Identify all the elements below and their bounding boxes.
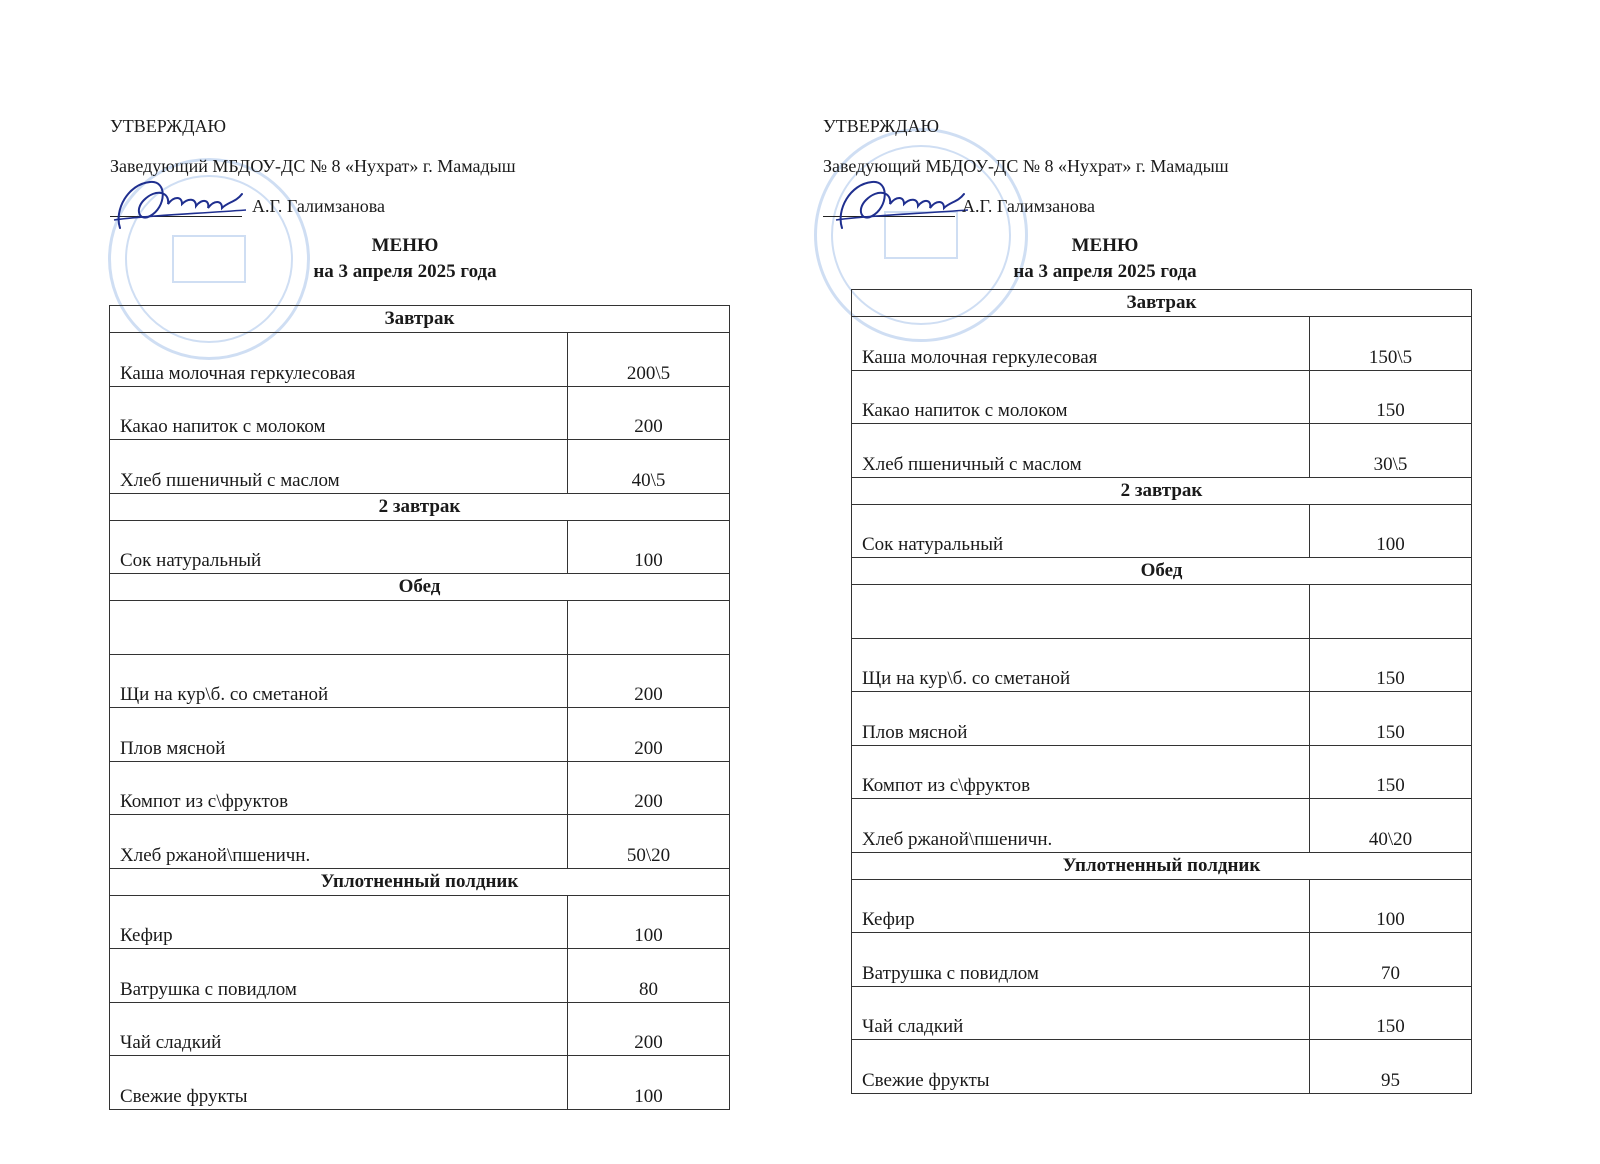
approve-heading: УТВЕРЖДАЮ (110, 116, 227, 136)
portion-weight: 200\5 (568, 333, 730, 387)
section-header-row (852, 290, 1472, 317)
dish-name: Хлеб ржаной\пшеничн. (110, 815, 568, 869)
table-row (110, 440, 730, 494)
dish-name: Компот из с\фруктов (852, 745, 1310, 799)
section-title: Завтрак (110, 306, 730, 333)
table-row (110, 1056, 730, 1110)
portion-weight: 100 (568, 1056, 730, 1110)
portion-weight: 150 (1310, 986, 1472, 1040)
dish-name: Хлеб пшеничный с маслом (110, 440, 568, 494)
dish-name: Хлеб ржаной\пшеничн. (852, 799, 1310, 853)
portion-weight: 150 (1310, 638, 1472, 692)
dish-name: Свежие фрукты (110, 1056, 568, 1110)
menu-title: МЕНЮ (371, 235, 439, 256)
dish-name: Чай сладкий (852, 986, 1310, 1040)
section-header-row (110, 868, 730, 895)
table-row (852, 986, 1472, 1040)
portion-weight: 150 (1310, 370, 1472, 424)
menu-table (109, 305, 730, 1110)
portion-weight: 200 (568, 654, 730, 708)
dish-name: Щи на кур\б. со сметаной (110, 654, 568, 708)
dish-name: Чай сладкий (110, 1002, 568, 1056)
section-title: 2 завтрак (110, 493, 730, 520)
section-title: 2 завтрак (852, 477, 1472, 504)
dish-name: Хлеб пшеничный с маслом (852, 424, 1310, 478)
table-row (852, 692, 1472, 746)
table-row (852, 1040, 1472, 1094)
table-row (852, 879, 1472, 933)
dish-name: Какао напиток с молоком (110, 386, 568, 440)
dish-name: Каша молочная геркулесовая (110, 333, 568, 387)
portion-weight: 100 (1310, 879, 1472, 933)
signer-name: А.Г. Галимзанова (962, 196, 1095, 216)
signer-name: А.Г. Галимзанова (252, 196, 385, 216)
table-row (110, 601, 730, 655)
table-row (852, 585, 1472, 639)
section-header-row (852, 852, 1472, 879)
dish-name: Щи на кур\б. со сметаной (852, 638, 1310, 692)
portion-weight: 100 (568, 520, 730, 574)
table-row (110, 386, 730, 440)
dish-name: Ватрушка с повидлом (852, 933, 1310, 987)
portion-weight: 100 (568, 895, 730, 949)
portion-weight: 40\5 (568, 440, 730, 494)
dish-name: Сок натуральный (852, 504, 1310, 558)
dish-name (852, 585, 1310, 639)
table-row (110, 815, 730, 869)
section-header-row (852, 477, 1472, 504)
dish-name: Плов мясной (852, 692, 1310, 746)
menu-table (851, 289, 1472, 1094)
dish-name: Ватрушка с повидлом (110, 949, 568, 1003)
position-line: Заведующий МБДОУ-ДС № 8 «Нухрат» г. Мамадыш (110, 156, 516, 176)
portion-weight: 200 (568, 708, 730, 762)
menu-date: на 3 апреля 2025 года (1013, 261, 1197, 282)
section-header-row (110, 574, 730, 601)
position-line: Заведующий МБДОУ-ДС № 8 «Нухрат» г. Мамадыш (823, 156, 1229, 176)
table-row (110, 761, 730, 815)
menu-date: на 3 апреля 2025 года (313, 261, 497, 282)
table-row (110, 895, 730, 949)
portion-weight: 150 (1310, 745, 1472, 799)
portion-weight: 70 (1310, 933, 1472, 987)
portion-weight: 40\20 (1310, 799, 1472, 853)
table-row (852, 370, 1472, 424)
portion-weight: 95 (1310, 1040, 1472, 1094)
table-row (852, 745, 1472, 799)
portion-weight (568, 601, 730, 655)
section-title: Завтрак (852, 290, 1472, 317)
section-header-row (852, 558, 1472, 585)
portion-weight: 80 (568, 949, 730, 1003)
portion-weight (1310, 585, 1472, 639)
section-title: Обед (852, 558, 1472, 585)
section-title: Уплотненный полдник (110, 868, 730, 895)
dish-name: Плов мясной (110, 708, 568, 762)
table-row (852, 424, 1472, 478)
table-row (110, 708, 730, 762)
dish-name: Кефир (852, 879, 1310, 933)
portion-weight: 100 (1310, 504, 1472, 558)
table-row (110, 949, 730, 1003)
table-row (852, 317, 1472, 371)
table-row (852, 638, 1472, 692)
menu-title: МЕНЮ (1071, 235, 1139, 256)
dish-name: Какао напиток с молоком (852, 370, 1310, 424)
section-title: Уплотненный полдник (852, 852, 1472, 879)
table-row (852, 799, 1472, 853)
dish-name: Компот из с\фруктов (110, 761, 568, 815)
table-row (110, 654, 730, 708)
dish-name: Сок натуральный (110, 520, 568, 574)
portion-weight: 200 (568, 1002, 730, 1056)
section-header-row (110, 306, 730, 333)
portion-weight: 200 (568, 386, 730, 440)
approve-heading: УТВЕРЖДАЮ (823, 116, 940, 136)
dish-name: Кефир (110, 895, 568, 949)
table-row (110, 333, 730, 387)
signature (110, 170, 250, 236)
portion-weight: 200 (568, 761, 730, 815)
dish-name (110, 601, 568, 655)
portion-weight: 50\20 (568, 815, 730, 869)
table-row (110, 520, 730, 574)
portion-weight: 30\5 (1310, 424, 1472, 478)
dish-name: Свежие фрукты (852, 1040, 1310, 1094)
portion-weight: 150\5 (1310, 317, 1472, 371)
table-row (852, 933, 1472, 987)
portion-weight: 150 (1310, 692, 1472, 746)
dish-name: Каша молочная геркулесовая (852, 317, 1310, 371)
section-title: Обед (110, 574, 730, 601)
table-row (852, 504, 1472, 558)
signature (832, 170, 972, 236)
section-header-row (110, 493, 730, 520)
table-row (110, 1002, 730, 1056)
